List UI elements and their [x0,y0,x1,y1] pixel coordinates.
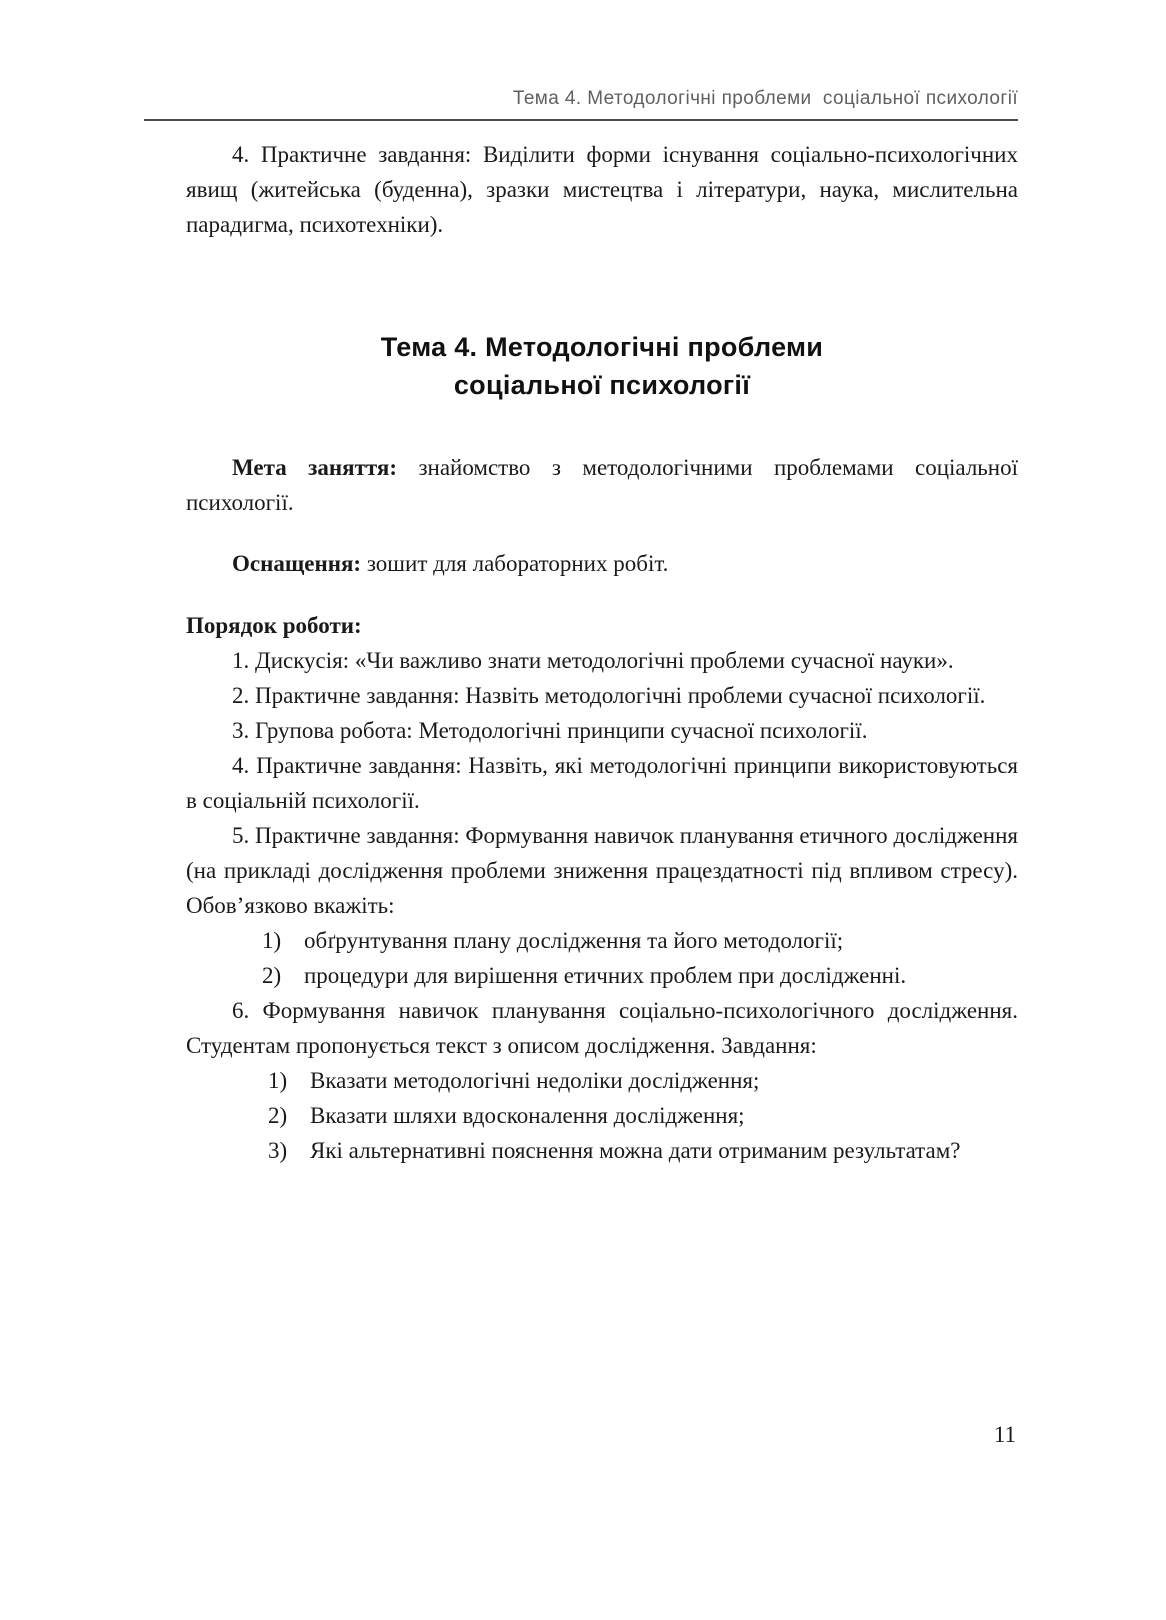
item5-subitem-2 [186,958,1018,993]
goal-paragraph [186,450,1018,520]
work-order-heading: Порядок роботи: [186,613,362,638]
section-title [186,328,1018,404]
equipment-text: зошит для лабораторних робіт. [361,551,669,576]
equipment-paragraph [186,546,1018,581]
subitem-text: обґрунтування плану дослідження та його методології; [304,928,844,953]
subitem-number: 1) [268,1068,288,1093]
work-order-item-6: 6. Формування навичок планування соціально-психологічного дослідження. Студентам пропонується текст з описом дослідження. Завдання: [186,998,1018,1058]
work-order-item-5: 5. Практичне завдання: Формування навичок планування етичного дослідження (на прикладі дослідження проблеми зниження працездатності під впливом стресу). Обов’язково вкажіть: [186,823,1018,918]
subitem-text: Вказати методологічні недоліки дослідження; [310,1068,760,1093]
work-order-item-4: 4. Практичне завдання: Назвіть, які методологічні принципи використовуються в соціальній психології. [186,753,1018,813]
page-number: 11 [993,1422,1016,1447]
subitem-text: Які альтернативні пояснення можна дати отриманим результатам? [310,1138,961,1163]
item6-subitem-3 [186,1133,1018,1168]
subitem-text: процедури для вирішення етичних проблем при дослідженні. [304,963,907,988]
equipment-label: Оснащення: [232,551,362,576]
goal-text: знайомство з методологічними проблемами соціальної психології. [186,455,1018,515]
subitem-number: 2) [268,1103,288,1128]
work-order-item-1: 1. Дискусія: «Чи важливо знати методологічні проблеми сучасної науки». [232,648,954,673]
section-title-line2: соціальної психології [453,370,751,400]
header-divider [144,119,1018,121]
work-order-item-3: 3. Групова робота: Методологічні принципи сучасної психології. [232,718,868,743]
subitem-text: Вказати шляхи вдосконалення дослідження; [310,1103,745,1128]
work-order-item-2: 2. Практичне завдання: Назвіть методологічні проблеми сучасної психології. [232,683,986,708]
item6-subitem-2 [186,1098,1018,1133]
section-title-line1: Тема 4. Методологічні проблеми [380,332,824,362]
subitem-number: 2) [262,963,282,988]
running-header-title: Тема 4. Методологічні проблеми соціальної психології [512,88,1018,109]
item6-subitem-1 [186,1063,1018,1098]
goal-label: Мета заняття: [232,455,397,480]
item5-subitem-1 [186,923,1018,958]
intro-paragraph: 4. Практичне завдання: Виділити форми існування соціально-психологічних явищ (житейська (буденна), зразки мистецтва і літератури, наука, мислительна парадигма, психотехніки). [186,142,1018,237]
subitem-number: 1) [262,928,282,953]
subitem-number: 3) [268,1138,288,1163]
